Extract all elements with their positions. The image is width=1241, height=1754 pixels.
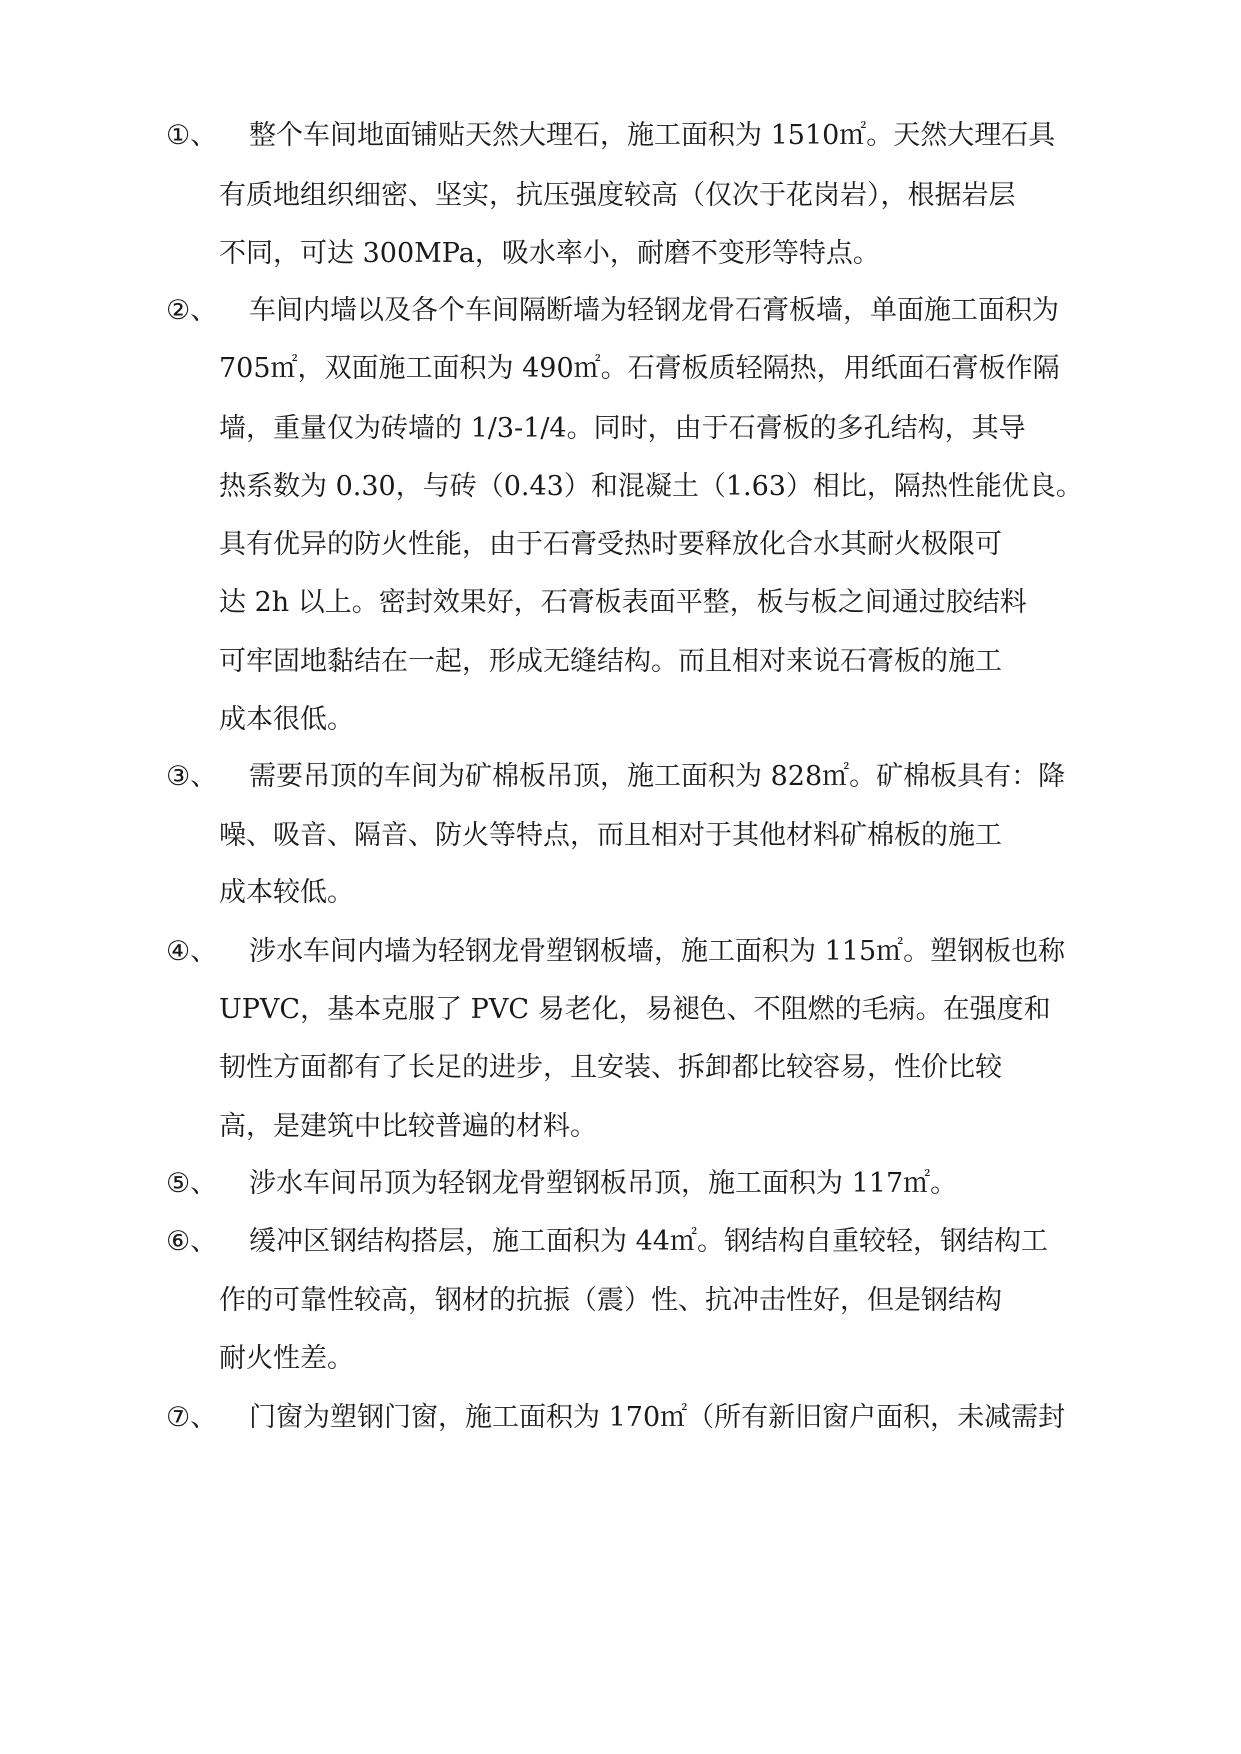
item-1-line-1: 整个车间地面铺贴天然大理石，施工面积为 1510㎡。天然大理石具 (249, 120, 1056, 151)
item-6-line-2: 作的可靠性较高，钢材的抗振（震）性、抗冲击性好，但是钢结构 (219, 1285, 1002, 1316)
item-6-line-1: 缓冲区钢结构搭层，施工面积为 44㎡。钢结构自重较轻，钢结构工 (249, 1226, 1048, 1257)
item-2-line-1: 车间内墙以及各个车间隔断墙为轻钢龙骨石膏板墙，单面施工面积为 (249, 295, 1059, 326)
item-3-marker: ③、 (166, 761, 218, 792)
item-4-line-3: 韧性方面都有了长足的进步，且安装、拆卸都比较容易，性价比较 (219, 1052, 1002, 1083)
item-5-line-1: 涉水车间吊顶为轻钢龙骨塑钢板吊顶，施工面积为 117㎡。 (249, 1168, 958, 1199)
item-4-line-4: 高，是建筑中比较普遍的材料。 (219, 1111, 597, 1142)
item-5-marker: ⑤、 (166, 1168, 218, 1199)
item-2-line-6: 达 2h 以上。密封效果好，石膏板表面平整，板与板之间通过胶结料 (219, 587, 1027, 618)
item-1-line-2: 有质地组织细密、坚实，抗压强度较高（仅次于花岗岩），根据岩层 (219, 180, 1016, 211)
item-7-marker: ⑦、 (166, 1402, 218, 1433)
item-2-line-7: 可牢固地黏结在一起，形成无缝结构。而且相对来说石膏板的施工 (219, 646, 1002, 677)
item-3-line-3: 成本较低。 (219, 877, 354, 908)
item-2-marker: ②、 (166, 295, 218, 326)
item-7-line-1: 门窗为塑钢门窗，施工面积为 170㎡（所有新旧窗户面积，未减需封 (249, 1402, 1066, 1433)
item-1-line-3: 不同，可达 300MPa，吸水率小，耐磨不变形等特点。 (219, 238, 880, 269)
item-2-line-4: 热系数为 0.30，与砖（0.43）和混凝土（1.63）相比，隔热性能优良。 (219, 471, 1083, 502)
item-2-line-2: 705㎡，双面施工面积为 490㎡。石膏板质轻隔热，用纸面石膏板作隔 (219, 353, 1060, 384)
item-2-line-5: 具有优异的防火性能，由于石膏受热时要释放化合水其耐火极限可 (219, 529, 1002, 560)
item-2-line-8: 成本很低。 (219, 704, 354, 735)
item-2-line-3: 墙，重量仅为砖墙的 1/3-1/4。同时，由于石膏板的多孔结构，其导 (219, 413, 1026, 444)
item-4-line-2: UPVC，基本克服了 PVC 易老化，易褪色、不阻燃的毛病。在强度和 (219, 994, 1051, 1025)
item-3-line-1: 需要吊顶的车间为矿棉板吊顶，施工面积为 828㎡。矿棉板具有：降 (249, 761, 1066, 792)
item-4-marker: ④、 (166, 936, 218, 967)
item-6-marker: ⑥、 (166, 1226, 218, 1257)
item-4-line-1: 涉水车间内墙为轻钢龙骨塑钢板墙，施工面积为 115㎡。塑钢板也称 (249, 936, 1066, 967)
item-1-marker: ①、 (166, 120, 218, 151)
item-3-line-2: 噪、吸音、隔音、防火等特点，而且相对于其他材料矿棉板的施工 (219, 820, 1002, 851)
item-6-line-3: 耐火性差。 (219, 1343, 354, 1374)
